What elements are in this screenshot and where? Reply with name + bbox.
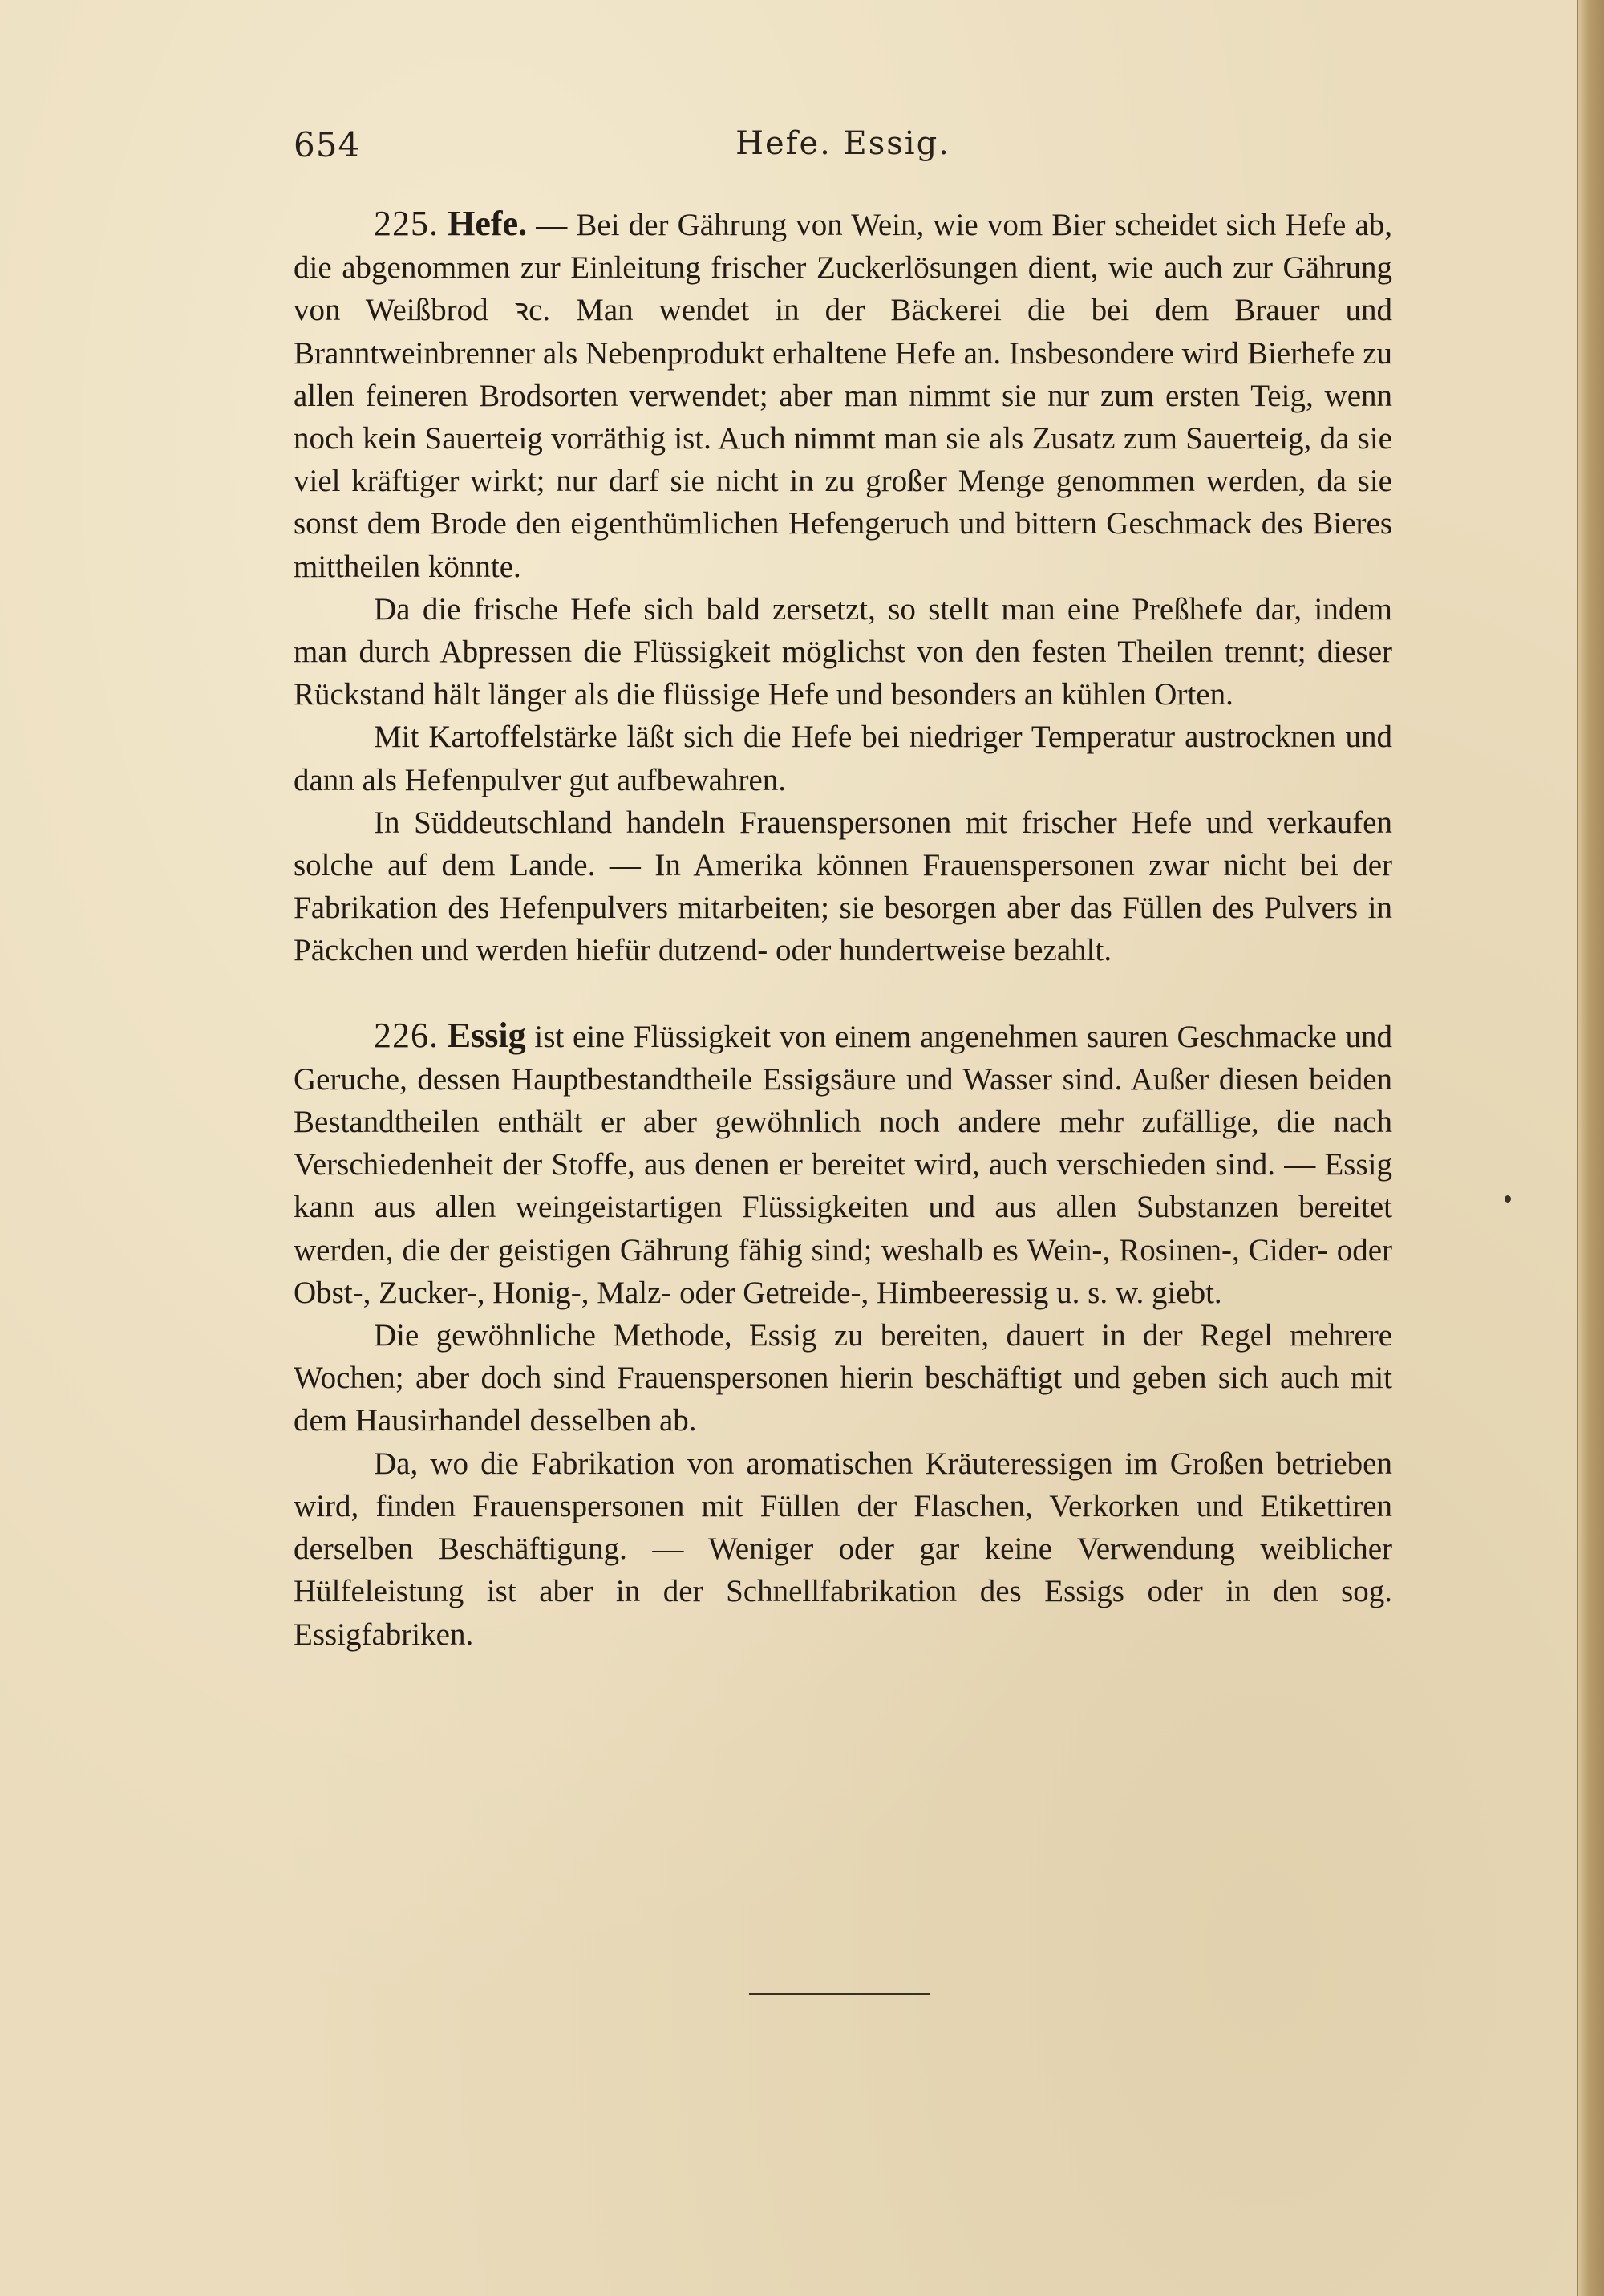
section-number: 225.	[374, 204, 439, 243]
section-gap	[294, 972, 1392, 1014]
page-number: 654	[294, 125, 361, 164]
section-225-paragraph-2: Da die frische Hefe sich bald zersetzt, so stellt man eine Preßhefe dar, indem man durch Abpressen die Flüssigkeit möglichst von den festen Theilen trennt; dieser Rückstand hält länger als die flüssige Hefe und besonders an kühlen Orten.	[294, 591, 1392, 712]
section-keyword: Hefe.	[448, 204, 528, 243]
section-226-paragraph-3: Da, wo die Fabrikation von aromatischen Kräuteressigen im Großen betrieben wird, finden Frauenspersonen mit Füllen der Flaschen, Verkorken und Etikettiren derselben Beschäftigung. — Weniger oder gar keine Verwendung weiblicher Hülfeleistung ist aber in der Schnellfabrikation des Essigs oder in den sog. Essigfabriken.	[294, 1446, 1392, 1652]
section-226-paragraph-2: Die gewöhnliche Methode, Essig zu bereiten, dauert in der Regel mehrere Wochen; aber doch sind Frauenspersonen hierin beschäftigt und geben sich auch mit dem Hausirhandel desselben ab.	[294, 1318, 1392, 1438]
section-225-paragraph-1	[294, 202, 1392, 588]
paper-speck	[1505, 1195, 1511, 1203]
paragraph-text: ist eine Flüssigkeit von einem angenehmen sauren Geschmacke und Geruche, dessen Hauptbestandtheile Essigsäure und Wasser sind. Außer diesen beiden Bestandtheilen enthält er aber gewöhnlich noch andere mehr zufällige, die nach Verschiedenheit der Stoffe, aus denen er bereitet wird, auch verschieden sind. — Essig kann aus allen weingeistartigen Flüssigkeiten und aus allen Substanzen bereitet werden, die der geistigen Gährung fähig sind; weshalb es Wein-, Rosinen-, Cider- oder Obst-, Zucker-, Honig-, Malz- oder Getreide-, Himbeeressig u. s. w. giebt.	[294, 1019, 1392, 1310]
section-number: 226.	[374, 1015, 439, 1055]
paragraph-text: — Bei der Gährung von Wein, wie vom Bier scheidet sich Hefe ab, die abgenommen zur Einleitung frischer Zuckerlösungen dient, wie auch zur Gährung von Weißbrod ꝛc. Man wendet in der Bäckerei die bei dem Brauer und Branntweinbrenner als Nebenprodukt erhaltene Hefe an. Insbesondere wird Bierhefe zu allen feineren Brodsorten verwendet; aber man nimmt sie nur zum ersten Teig, wenn noch kein Sauerteig vorräthig ist. Auch nimmt man sie als Zusatz zum Sauerteig, da sie viel kräftiger wirkt; nur darf sie nicht in zu großer Menge genommen werden, da sie sonst dem Brode den eigenthümlichen Hefengeruch und bittern Geschmack des Bieres mittheilen könnte.	[294, 208, 1393, 584]
section-226-paragraph-1	[294, 1014, 1392, 1314]
section-keyword: Essig	[447, 1015, 526, 1055]
running-title: Hefe. Essig.	[735, 125, 950, 162]
section-225-paragraph-4: In Süddeutschland handeln Frauenspersonen mit frischer Hefe und verkaufen solche auf dem Lande. — In Amerika können Frauenspersonen zwar nicht bei der Fabrikation des Hefenpulvers mitarbeiten; sie besorgen aber das Füllen des Pulvers in Päckchen und werden hiefür dutzend- oder hundertweise bezahlt.	[294, 805, 1392, 968]
body-text	[294, 202, 1392, 1656]
end-rule	[749, 1993, 930, 1995]
page-header	[294, 125, 1392, 173]
book-gutter	[1577, 0, 1604, 2296]
section-225-paragraph-3: Mit Kartoffelstärke läßt sich die Hefe bei niedriger Temperatur austrocknen und dann als Hefenpulver gut aufbewahren.	[294, 720, 1392, 797]
